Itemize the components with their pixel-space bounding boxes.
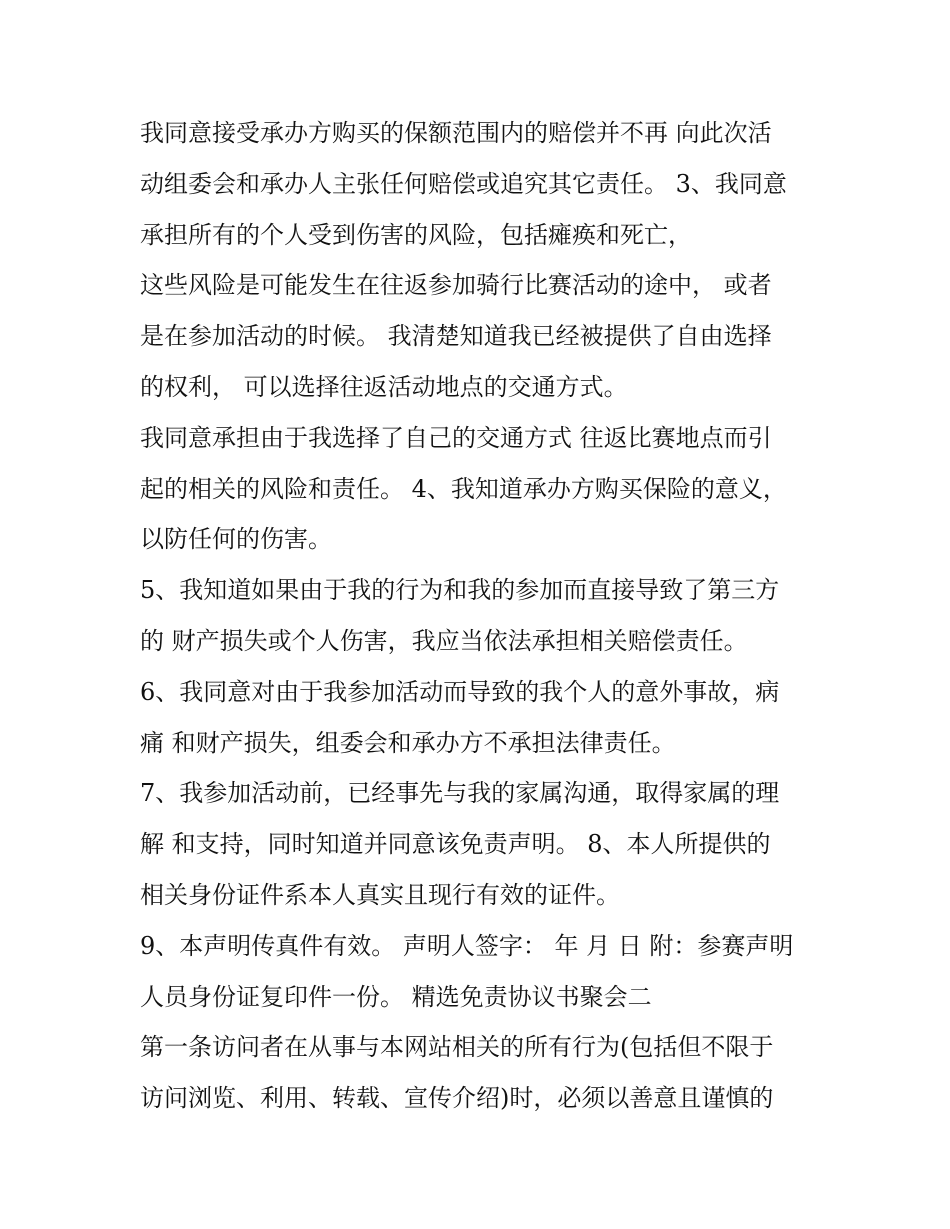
text-line: 第一条访问者在从事与本网站相关的所有行为(包括但不限于 [140,1033,774,1062]
text-line: 6、我同意对由于我参加活动而导致的我个人的意外事故，病 [140,677,780,706]
text-line: 5、我知道如果由于我的行为和我的参加而直接导致了第三方 [140,576,780,605]
text-line: 痛 和财产损失，组委会和承办方不承担法律责任。 [140,728,676,757]
text-line: 是在参加活动的时候。 我清楚知道我已经被提供了自由选择 [140,322,772,351]
text-line: 起的相关的风险和责任。 4、我知道承办方购买保险的意义， [140,474,787,503]
text-line: 这些风险是可能发生在往返参加骑行比赛活动的途中， 或者 [140,271,772,300]
text-line: 7、我参加活动前，已经事先与我的家属沟通，取得家属的理 [140,779,780,808]
text-line: 动组委会和承办人主张任何赔偿或追究其它责任。 3、我同意 [140,169,787,198]
text-line: 我同意承担由于我选择了自己的交通方式 往返比赛地点而引 [140,423,772,452]
text-line: 9、本声明传真件有效。 声明人签字： 年 月 日 附：参赛声明 [140,931,794,960]
text-line: 访问浏览、利用、转载、宣传介绍)时，必须以善意且谨慎的 [140,1084,774,1113]
text-line: 承担所有的个人受到伤害的风险，包括瘫痪和死亡， [140,220,692,249]
text-line: 相关身份证件系本人真实且现行有效的证件。 [140,880,620,909]
text-line: 的权利， 可以选择往返活动地点的交通方式。 [140,372,628,401]
text-line: 以防任何的伤害。 [140,525,332,554]
body-text [140,108,820,1124]
text-line: 我同意接受承办方购买的保额范围内的赔偿并不再 向此次活 [140,119,772,147]
text-line: 解 和支持，同时知道并同意该免责声明。 8、本人所提供的 [140,830,771,859]
text-line: 的 财产损失或个人伤害，我应当依法承担相关赔偿责任。 [140,626,748,655]
text-line: 人员身份证复印件一份。 精选免责协议书聚会二 [140,982,652,1011]
